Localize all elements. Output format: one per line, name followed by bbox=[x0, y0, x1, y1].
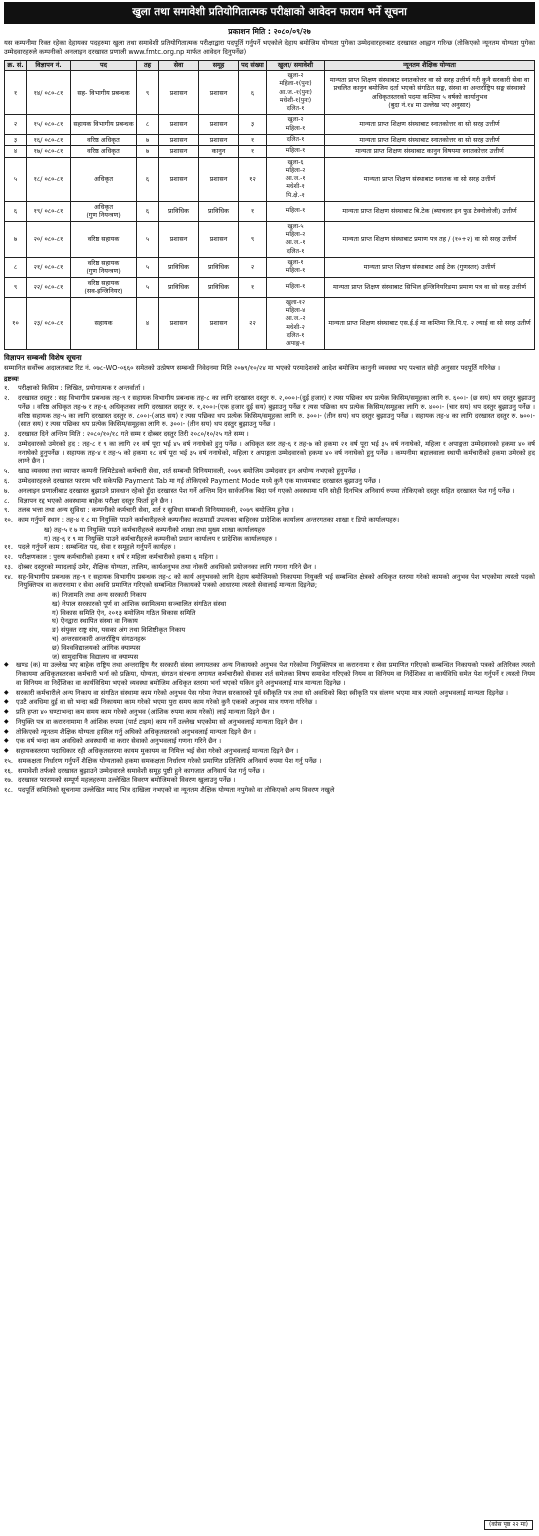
note-item bbox=[4, 526, 535, 535]
serial-cell: ४ bbox=[5, 146, 27, 158]
note-item bbox=[4, 516, 535, 525]
bullet-item bbox=[4, 661, 535, 687]
note-item bbox=[4, 573, 535, 591]
serial-cell: १० bbox=[5, 297, 27, 349]
level-cell: ६ bbox=[137, 157, 159, 201]
diamond-bullet-icon: ◆ bbox=[4, 737, 9, 745]
organization-list-item: क) निजामति तथा अन्य सरकारी निकाय bbox=[52, 591, 147, 600]
note-number: १४. bbox=[4, 572, 13, 581]
qualification-cell: मान्यता प्राप्त शिक्षण संस्थाबाट कानुन विषयमा स्नातकोत्तर उत्तीर्ण bbox=[325, 146, 535, 158]
count-cell: ६ bbox=[239, 71, 267, 115]
column-header: तह bbox=[137, 60, 159, 71]
service-cell: प्राविधिक bbox=[159, 201, 199, 221]
bullet-text: एउटै अवधिमा दुई वा सो भन्दा बढी निकायमा काम गरेको भएमा पुरा समय काम गरेको कुनै एकको अनुभव मात्र गणना गरिनेछ । bbox=[16, 698, 318, 707]
post-cell: अधिकृत bbox=[71, 157, 137, 201]
post-cell: वरिष्ठ सहायक bbox=[71, 221, 137, 257]
diamond-bullet-icon: ◆ bbox=[4, 661, 9, 669]
group-cell: प्रशासन bbox=[199, 134, 239, 146]
bullet-text: सरकारी कर्मचारीले अन्य निकाय वा संगठित संस्थामा काम गरेको अनुभव पेस गरेमा नेपाल सरकारको पूर्व स्वीकृति पत्र तथा सो अवधिको बिदा स्वीकृति पत्र संलग्न भएमा मात्र त्यस्तो अनुभवलाई मान्यता दिइनेछ । bbox=[16, 688, 509, 697]
note-item bbox=[4, 543, 535, 552]
count-cell: १ bbox=[239, 134, 267, 146]
post-cell: सहायक विभागीय प्रबन्धक bbox=[71, 115, 137, 134]
note-item bbox=[4, 430, 535, 439]
qualification-cell: मान्यता प्राप्त शिक्षण संस्थाबाट स्नातकोत्तर वा सो सरह उत्तीर्ण गरी कुनै सरकारी सेवा वा प्रचलित कानुन बमोजिम दर्ता भएको संगठित सङ्घ, संस्था वा अन्तर्राष्ट्रिय सङ्घ संस्थाको अधिकृतस्तरको पदमा कम्तिमा ५ वर्षको कार्यानुभव (बुदा नं.१४ मा उल्लेख भए अनुसार) bbox=[325, 71, 535, 115]
note-item bbox=[4, 467, 535, 476]
advertisement-cell: १९/ ०८०-८१ bbox=[27, 201, 71, 221]
bullet-item bbox=[4, 728, 535, 737]
qualification-cell: मान्यता प्राप्त शिक्षण संस्थाबाट प्रमाण पत्र तह / (१०+२) वा सो सरह उत्तीर्ण bbox=[325, 221, 535, 257]
level-cell: ८ bbox=[137, 115, 159, 134]
column-header: खुला/ समावेशी bbox=[267, 60, 325, 71]
note-number: ७. bbox=[4, 486, 10, 495]
seats-cell: खुला-१२ महिला-४ आ.ज.-२ मधेशी-२ दलित-१ अपाङ्ग-१ bbox=[267, 297, 325, 349]
count-cell: १ bbox=[239, 277, 267, 297]
serial-cell: ९ bbox=[5, 277, 27, 297]
group-cell: प्रशासन bbox=[199, 157, 239, 201]
note-text: समावेशी तर्फको दरखास्त बुझाउने उम्मेदवारले समावेशी समूह पुष्टी हुने कागजात अनिवार्य पेश गर्नु पर्नेछ । bbox=[18, 766, 265, 775]
note-item bbox=[4, 767, 535, 776]
note-text: दोब्बर दस्तुरको म्यादलाई उमेर, शैक्षिक योग्यता, तालिम, कार्यअनुभव तथा नोकरी अवधिको प्रयोजनका लागि गणना गरिने छैन । bbox=[18, 562, 317, 571]
note-text: दरखास्त फारामको सम्पूर्ण महलहरुमा उल्लेखित विवरण बमोजिमको विवरण खुलाउनु पर्नेछ । bbox=[18, 776, 236, 785]
diamond-bullet-icon: ◆ bbox=[4, 727, 9, 735]
service-cell: प्रशासन bbox=[159, 157, 199, 201]
seats-cell: महिला-१ bbox=[267, 277, 325, 297]
qualification-cell: मान्यता प्राप्त शिक्षण संस्थाबाट एस.ई.ई मा कम्तिमा जि.पि.ए. २ ल्याई वा सो सरह उतीर्ण bbox=[325, 297, 535, 349]
note-item bbox=[4, 776, 535, 785]
organization-list-item: च) अन्तरसरकारी अन्तर्राष्ट्रिय संगठनहरू bbox=[52, 634, 146, 643]
table-row bbox=[5, 71, 535, 115]
note-number: १७. bbox=[4, 776, 13, 785]
table-row bbox=[5, 201, 535, 221]
note-number: १२. bbox=[4, 553, 13, 562]
table-row bbox=[5, 134, 535, 146]
column-header: विज्ञापन नं. bbox=[27, 60, 71, 71]
note-item bbox=[4, 535, 535, 544]
bullet-text: तोकिएको न्यूनतम शैक्षिक योग्यता हासिल गर्नु अघिको अधिकृतस्तरको अनुभवलाई मान्यता दिइने छैन । bbox=[16, 727, 256, 736]
note-number: १०. bbox=[4, 516, 13, 525]
column-header: समूह bbox=[199, 60, 239, 71]
service-cell: प्रशासन bbox=[159, 297, 199, 349]
note-number: ९. bbox=[4, 506, 10, 515]
table-row bbox=[5, 221, 535, 257]
table-row bbox=[5, 115, 535, 134]
note-text: उम्मेदवारको उमेरको हद : तह-८ र ९ का लागि २१ वर्ष पूरा भई ४५ वर्ष ननाघेको हुनु पर्नेछ । अधिकृत स्तर तह-६ र तह-७ को हकमा २१ वर्ष पूरा भई ३५ वर्ष ननाघेको, महिला र अपाङ्गता उम्मेदवारको हकमा ४० वर्ष ननाघेको हुनुपर्नेछ । सहायक तह-४ र तह-५ को हकमा १८ वर्ष पूरा भई ३५ वर्ष ननाघेको, महिला र अपाङ्गता उम्मेदवारको हकमा ४० वर्ष ननाघेको हुनु पर्नेछ । कम्पनीमा बहालवाला स्थायी कर्मचारीको हकमा उमेरको हद लाग्ने छैन । bbox=[18, 439, 535, 466]
notes-list bbox=[4, 384, 535, 590]
note-text: परीक्षाको किसिम : लिखित, प्रयोगात्मक र अन्तर्वार्ता । bbox=[18, 384, 145, 393]
advertisement-cell: १८/ ०८०-८१ bbox=[27, 157, 71, 201]
level-cell: ५ bbox=[137, 221, 159, 257]
advertisement-cell: १७/ ०८०-८१ bbox=[27, 146, 71, 158]
note-number: ६. bbox=[4, 476, 10, 485]
note-text: समकक्षता निर्धारण गर्नुपर्ने शैक्षिक योग्यताको हकमा समकक्षता निर्धारण गरेको प्रमाणित प्रतिलिपि अनिवार्य रुपमा पेश गर्नु पर्नेछ । bbox=[18, 756, 322, 765]
note-text: ग) तह-६ र ९ मा नियुक्ति पाउने कर्मचारीहरुले कम्पनीको प्रधान कार्यालय र प्रादेशिक कार्यालयहरु । bbox=[44, 534, 277, 543]
note-number: ५. bbox=[4, 467, 10, 476]
bullet-item bbox=[4, 708, 535, 717]
note-text: दरखास्त दिने अन्तिम मिति : २०८०/१०/१८ गते सम्म र दोब्बर दस्तुर तिरी २०८०/१०/२५ गते सम्म । bbox=[18, 430, 249, 439]
advertisement-cell: २०/ ०८०-८१ bbox=[27, 221, 71, 257]
note-number: ११. bbox=[4, 543, 13, 552]
note-number: १८. bbox=[4, 786, 13, 795]
table-body bbox=[5, 71, 535, 350]
note-item bbox=[4, 497, 535, 506]
qualification-cell: मान्यता प्राप्त शिक्षण संस्थाबाट बि.टेक (ब्याचलर इन फुड टेक्नोलोजी) उत्तीर्ण bbox=[325, 201, 535, 221]
seats-cell: खुला-६ महिला-२ आ.ज.-१ मधेशी-१ पि.क्षे.-१ bbox=[267, 157, 325, 201]
note-text: परीक्षणकाल : पुरुष कर्मचारीको हकमा १ वर्ष र महिला कर्मचारीको हकमा ६ महिना । bbox=[18, 553, 218, 562]
note-number: ३. bbox=[4, 430, 10, 439]
service-cell: प्रशासन bbox=[159, 134, 199, 146]
notes-list-continued bbox=[4, 757, 535, 795]
post-cell: वरिष्ठ सहायक (सव-इन्जिनियर) bbox=[71, 277, 137, 297]
table-header-row bbox=[5, 60, 535, 71]
organization-list-item: ङ) संयुक्त राष्ट्र संघ, यसका अंग तथा विशिष्टीकृत निकाय bbox=[52, 626, 186, 635]
group-cell: कानुन bbox=[199, 146, 239, 158]
note-number: १५. bbox=[4, 756, 13, 765]
bullet-text: नियुक्ति पत्र वा करारनामामा नै आंशिक रुपमा (पार्ट टाइम) काम गर्ने उल्लेख भएकोमा सो अनुभवलाई मान्यता दिइने छैन । bbox=[16, 717, 303, 726]
column-header: क्र. सं. bbox=[5, 60, 27, 71]
seats-cell: खुला-२ महिला-१ bbox=[267, 115, 325, 134]
service-cell: प्राविधिक bbox=[159, 257, 199, 277]
qualification-cell: मान्यता प्राप्त शिक्षण संस्थाबाट स्नातक वा सो सरह उत्तीर्ण bbox=[325, 157, 535, 201]
qualification-cell: मान्यता प्राप्त शिक्षण संस्थाबाट स्नातकोत्तर वा सो सरह उत्तीर्ण bbox=[325, 134, 535, 146]
advertisement-cell: २२/ ०८०-८१ bbox=[27, 277, 71, 297]
note-number: १. bbox=[4, 384, 10, 393]
service-cell: प्रशासन bbox=[159, 71, 199, 115]
group-cell: प्रशासन bbox=[199, 297, 239, 349]
note-number: ८. bbox=[4, 496, 10, 505]
group-cell: प्रशासन bbox=[199, 71, 239, 115]
note-item bbox=[4, 757, 535, 766]
diamond-bullet-icon: ◆ bbox=[4, 698, 9, 706]
group-cell: प्राविधिक bbox=[199, 257, 239, 277]
count-cell: १ bbox=[239, 146, 267, 158]
organization-list-item: ख) नेपाल सरकारको पूर्ण वा आंशिक स्वामित्वमा सञ्चालित संगठित संस्था bbox=[52, 599, 227, 608]
note-text: ख) तह-५ र ७ मा नियुक्ति पाउने कर्मचारीहरुले कम्पनीको शाखा तथा मुख्य शाखा कार्यालयहरु bbox=[44, 525, 266, 534]
qualification-cell: मान्यता प्राप्त शिक्षण संस्थाबाट स्नातकोत्तर वा सो सरह उत्तीर्ण bbox=[325, 115, 535, 134]
note-text: विज्ञापन रद्द भएको अवस्थामा बाहेक परीक्षा दस्तुर फिर्ता हुने छैन । bbox=[18, 496, 173, 505]
bullet-text: खण्ड (क) मा उल्लेख भए बाहेक राष्ट्रिय तथा अन्तराष्ट्रिय गैर सरकारी संस्था लगायतका अन्य निकायको अनुभव पेश गरेकोमा नियुक्तिपत्र वा करारनामा र सेवा प्रमाणित गरिएको सम्बन्धित निकायको पत्रको अतिरिक्त त्यस्तो निकायमा अधिकृतस्तरका कर्मचारी भर्ना को प्रक्रिया, योग्यता, संगठन संरचना लगायत कर्मचारीको सेवाका शर्त समेतका विषय समावेश गरिएको नियम वा विनियम वा निर्देशिका वा कार्यविधि समेत पेश गर्नुपर्ने र त्यस्तो नियम वा विनियम वा निर्देशिका वा कार्यविधिमा भएको व्यवस्था बमोजिम अधिकृत स्तरमा भर्ना भएको यकिन हुने अनुभवलाई मात्र मान्यता दिइनेछ । bbox=[16, 661, 535, 687]
serial-cell: ७ bbox=[5, 221, 27, 257]
level-cell: ९ bbox=[137, 71, 159, 115]
bullet-item bbox=[4, 718, 535, 727]
note-item bbox=[4, 477, 535, 486]
serial-cell: २ bbox=[5, 115, 27, 134]
level-cell: ४ bbox=[137, 297, 159, 349]
notes-heading: द्रष्टव्यः bbox=[4, 374, 19, 383]
bullet-item bbox=[4, 737, 535, 746]
bullet-text: प्रति हप्ता ४० घण्टाभन्दा कम समय काम गरेको अनुभव (आंशिक रुपमा काम गरेको) लाई मान्यता दिइने छैन । bbox=[16, 708, 275, 717]
notice-title: खुला तथा समावेशी प्रतियोगितात्मक परीक्षाको आवेदन फाराम भर्ने सूचना bbox=[4, 2, 535, 24]
service-cell: प्रशासन bbox=[159, 115, 199, 134]
level-cell: ७ bbox=[137, 146, 159, 158]
note-item bbox=[4, 563, 535, 572]
serial-cell: ८ bbox=[5, 257, 27, 277]
advertisement-cell: १५/ ०८०-८१ bbox=[27, 115, 71, 134]
group-cell: प्राविधिक bbox=[199, 277, 239, 297]
publication-date: प्रकाशन मिति : २०८०/०९/२७ bbox=[228, 26, 311, 36]
note-text: उम्मेदवारहरुले दरखास्त फाराम भरि सकेपछि Payment Tab मा गई तोकिएको Payment Mode मध्ये कुनै एक माध्यमबाट दरखास्त बुझाउनु पर्नेछ । bbox=[18, 476, 381, 485]
note-item bbox=[4, 440, 535, 466]
diamond-bullet-icon: ◆ bbox=[4, 717, 9, 725]
level-cell: ७ bbox=[137, 134, 159, 146]
organization-sub-list bbox=[4, 591, 535, 661]
seats-cell: महिला-१ bbox=[267, 201, 325, 221]
serial-cell: ६ bbox=[5, 201, 27, 221]
column-header: सेवा bbox=[159, 60, 199, 71]
special-notice-heading: विज्ञापन सम्बन्धी विशेष सूचना bbox=[4, 353, 82, 363]
note-text: अनलाइन प्रणालीबाट दरखास्त बुझाउने प्रावधान रहेको हुँदा दरखास्त पेश गर्ने अन्तिम दिन सार्वजनिक बिदा पर्न गएको अवस्थामा पनि सोही दिनभित्र अनिवार्य रुपमा तोकिएको दस्तुर सहित दरखास्त पेश गर्नु पर्नेछ । bbox=[18, 486, 515, 495]
table-row bbox=[5, 277, 535, 297]
bullet-item bbox=[4, 698, 535, 707]
qualification-cell: मान्यता प्राप्त शिक्षण संस्थाबाट सिभिल इन्जिनियरिङमा प्रमाण पत्र वा सो सरह उत्तीर्ण bbox=[325, 277, 535, 297]
service-cell: प्रशासन bbox=[159, 146, 199, 158]
group-cell: प्रशासन bbox=[199, 221, 239, 257]
note-item bbox=[4, 786, 535, 795]
organization-list-item: ज) सामुदायिक विद्यालय वा क्याम्पस bbox=[52, 652, 139, 661]
column-header: पद bbox=[71, 60, 137, 71]
note-item bbox=[4, 394, 535, 429]
diamond-bullet-icon: ◆ bbox=[4, 747, 9, 755]
bullet-item bbox=[4, 747, 535, 756]
table-row bbox=[5, 157, 535, 201]
advertisement-cell: १६/ ०८०-८१ bbox=[27, 134, 71, 146]
bullet-item bbox=[4, 689, 535, 698]
level-cell: ६ bbox=[137, 201, 159, 221]
count-cell: ३ bbox=[239, 115, 267, 134]
seats-cell: महिला-१ bbox=[267, 146, 325, 158]
advertisement-cell: २१/ ०८०-८१ bbox=[27, 257, 71, 277]
note-number: १६. bbox=[4, 766, 13, 775]
note-text: खाद्य व्यवस्था तथा व्यापार कम्पनी लिमिटेडको कर्मचारी सेवा, शर्त सम्बन्धी विनियमावली, २०७९ बमोजिम उम्मेदवार इन अयोग्य नभएको हुनुपर्नेछ । bbox=[18, 467, 361, 476]
count-cell: २ bbox=[239, 257, 267, 277]
service-cell: प्राविधिक bbox=[159, 277, 199, 297]
advertisement-cell: २३/ ०८०-८१ bbox=[27, 297, 71, 349]
post-cell: अधिकृत (गुण नियन्त्रण) bbox=[71, 201, 137, 221]
table-row bbox=[5, 146, 535, 158]
group-cell: प्राविधिक bbox=[199, 201, 239, 221]
group-cell: प्रशासन bbox=[199, 115, 239, 134]
note-text: तलब भत्ता तथा अन्य सुविधा : कम्पनीको कर्मचारी सेवा, शर्त र सुविधा सम्बन्धी विनियमावली, २०७९ बमोजिम हुनेछ । bbox=[18, 506, 294, 515]
note-number: ४. bbox=[4, 439, 10, 448]
seats-cell: खुला-२ महिला-१(पुनः) आ.ज.-१(पुनः) मधेशी-१(पुनः) दलित-१ bbox=[267, 71, 325, 115]
experience-bullet-list bbox=[4, 661, 535, 756]
level-cell: ५ bbox=[137, 277, 159, 297]
serial-cell: ५ bbox=[5, 157, 27, 201]
note-number: १३. bbox=[4, 562, 13, 571]
count-cell: २२ bbox=[239, 297, 267, 349]
note-text: पदपूर्ति समितिको सूचनामा उल्लेखित म्याद भित्र दाखिला नभएको वा न्यूनतम शैक्षिक योग्यता नपुगेको वा तोकिएको अन्य विवरण नखुले bbox=[18, 786, 335, 795]
level-cell: ५ bbox=[137, 257, 159, 277]
note-text: दरखास्त दस्तुर : सह विभागीय प्रबन्धक तह-९ र सहायक विभागीय प्रबन्धक तह-८ का लागि दरखास्त दस्तुर रु. २,०००।-(दुई हजार) र त्यस पछिका थप प्रत्येक किसिम/समूहका लागि रु. ६००।- (छ सय) थप दस्तुर बुझाउनु पर्नेछ । वरिष्ठ अधिकृत तह-७ र तह-६ अधिकृतका लागि दरखास्त दस्तुर रु. १,२००।-(एक हजार दुई सय) बुझाउनु पर्नेछ र त्यस पछिका थप प्रत्येक किसिम/समूहका लागि रु. ४००।- (चार सय) थप दस्तुर बुझाउनु पर्नेछ । वरिष्ठ सहायक तह-५ का लागि दरखास्त दस्तुर रु. ८००।-(आठ सय) र त्यस पछिका थप प्रत्येक किसिम/समूहका लागि रु. ३००।- (तीन सय) थप दस्तुर बुझाउनु पर्नेछ । सहायक तह-४ का लागि दरखास्त दस्तुर रु. ७००।-(सात सय) र त्यस पछिका थप प्रत्येक किसिम/समूहका लागि रु. ३००।- (तीन सय) थप दस्तुर बुझाउनु पर्नेछ । bbox=[18, 394, 535, 429]
note-text: काम गर्नुपर्ने स्थान : तह-४ र ८ मा नियुक्ति पाउने कर्मचारीहरुले कम्पनीका काठमाडौं उपत्यका बाहिरका प्रादेशिक कार्यालय अन्तरगतका शाखा र डिपो कार्यालयहरु। bbox=[18, 516, 400, 525]
table-row bbox=[5, 297, 535, 349]
column-header: न्यूनतम शैक्षिक योग्यता bbox=[325, 60, 535, 71]
post-cell: सह- विभागीय प्रबन्धक bbox=[71, 71, 137, 115]
note-item bbox=[4, 506, 535, 515]
note-number: २. bbox=[4, 394, 10, 403]
serial-cell: १ bbox=[5, 71, 27, 115]
column-header: पद संख्या bbox=[239, 60, 267, 71]
advertisement-cell: १४/ ०८०-८१ bbox=[27, 71, 71, 115]
organization-list-item: घ) ऐनद्वारा स्थापित संस्था वा निकाय bbox=[52, 617, 138, 626]
note-item bbox=[4, 553, 535, 562]
service-cell: प्रशासन bbox=[159, 221, 199, 257]
organization-list-item: ग) विकास समिति ऐन, २०१३ बमोजिम गठित विकास समिति bbox=[52, 608, 196, 617]
vacancy-table bbox=[4, 60, 535, 351]
bullet-text: एक वर्ष भन्दा कम अवधिको अवस्थायी वा करार सेवाको अनुभवलाई गणना गरिने छैन । bbox=[16, 737, 222, 746]
organization-list-item: छ) विश्वविद्यालयको आंगिक क्याम्पस bbox=[52, 643, 141, 652]
seats-cell: खुला-१ महिला-१ bbox=[267, 257, 325, 277]
count-cell: १२ bbox=[239, 157, 267, 201]
diamond-bullet-icon: ◆ bbox=[4, 708, 9, 716]
bullet-text: सहायकस्तरमा पदाधिकार रही अधिकृतस्तरमा कायम मुकायम वा निमित्त भई सेवा गरेको अनुभवलाई मान्यता दिइने छैन । bbox=[16, 747, 299, 756]
count-cell: १ bbox=[239, 201, 267, 221]
serial-cell: ३ bbox=[5, 134, 27, 146]
seats-cell: खुला-५ महिला-२ आ.ज.-१ दलित-१ bbox=[267, 221, 325, 257]
note-item bbox=[4, 487, 535, 496]
note-text: पदले गर्नुपर्ने काम : सम्बन्धित पद, सेवा र समूहले गर्नुपर्ने कार्यहरु । bbox=[18, 543, 176, 552]
table-row bbox=[5, 257, 535, 277]
continued-page-ref: (कोस पृष्ठ २२ मा) bbox=[484, 1520, 533, 1530]
diamond-bullet-icon: ◆ bbox=[4, 688, 9, 696]
count-cell: ९ bbox=[239, 221, 267, 257]
note-item bbox=[4, 384, 535, 393]
note-text: सह-विभागीय प्रबन्धक तह-९ र सहायक विभागीय प्रबन्धक तह-८ को कार्य अनुभवको लागि देहाय बमोजिमको निकायमा नियुक्ती भई सम्बन्धित क्षेत्रको अधिकृत स्तरमा गरेको कामको अनुभव पेश भएकोमा त्यस्तो पदको नियुक्तिपत्र वा करारनामा र सेवा अवधि प्रमाणित गरिएको सम्बन्धित निकायको पत्रको आधारमा त्यस्तो सेवालाई मान्यता दिइनेछ; bbox=[18, 572, 535, 590]
post-cell: वरिष्ठ अधिकृत bbox=[71, 134, 137, 146]
intro-paragraph: यस कम्पनीमा रिक्त रहेका देहायका पदहरुमा खुला तथा समावेशी प्रतियोगितात्मक परीक्षाद्वारा पदपूर्ति गर्नुपर्ने भएकोले देहाय बमोजिम योग्यता पुगेका उम्मेदवारहरुबाट दरखास्त आह्वान गरिन्छ (तोकिएको न्यूनतम योग्यता पुगेका उम्मेदवारहरुले कम्पनीको अनलाइन दरखास्त प्रणाली www.fmtc.org.np मार्फत आवेदन दिनुपर्नेछ) bbox=[4, 39, 535, 56]
qualification-cell: मान्यता प्राप्त शिक्षण संस्थाबाट आई टेक (गुणस्तर) उत्तीर्ण bbox=[325, 257, 535, 277]
post-cell: वरिष्ठ सहायक (गुण नियन्त्रण) bbox=[71, 257, 137, 277]
seats-cell: दलित-१ bbox=[267, 134, 325, 146]
special-notice-text: सम्मानित सर्वोच्च अदालतबाट रिट नं. ०७८-WO-०६६० समेतको उत्प्रेषण सम्बन्धी निवेदनमा मिति २०७९/१०/२४ मा भएको परमादेशको आदेश बमोजिम कानुनी व्यवस्था भए पश्चात सोही अनुसार पदपूर्ति गरिनेछ । bbox=[4, 363, 500, 372]
post-cell: वरिष्ठ अधिकृत bbox=[71, 146, 137, 158]
post-cell: सहायक bbox=[71, 297, 137, 349]
